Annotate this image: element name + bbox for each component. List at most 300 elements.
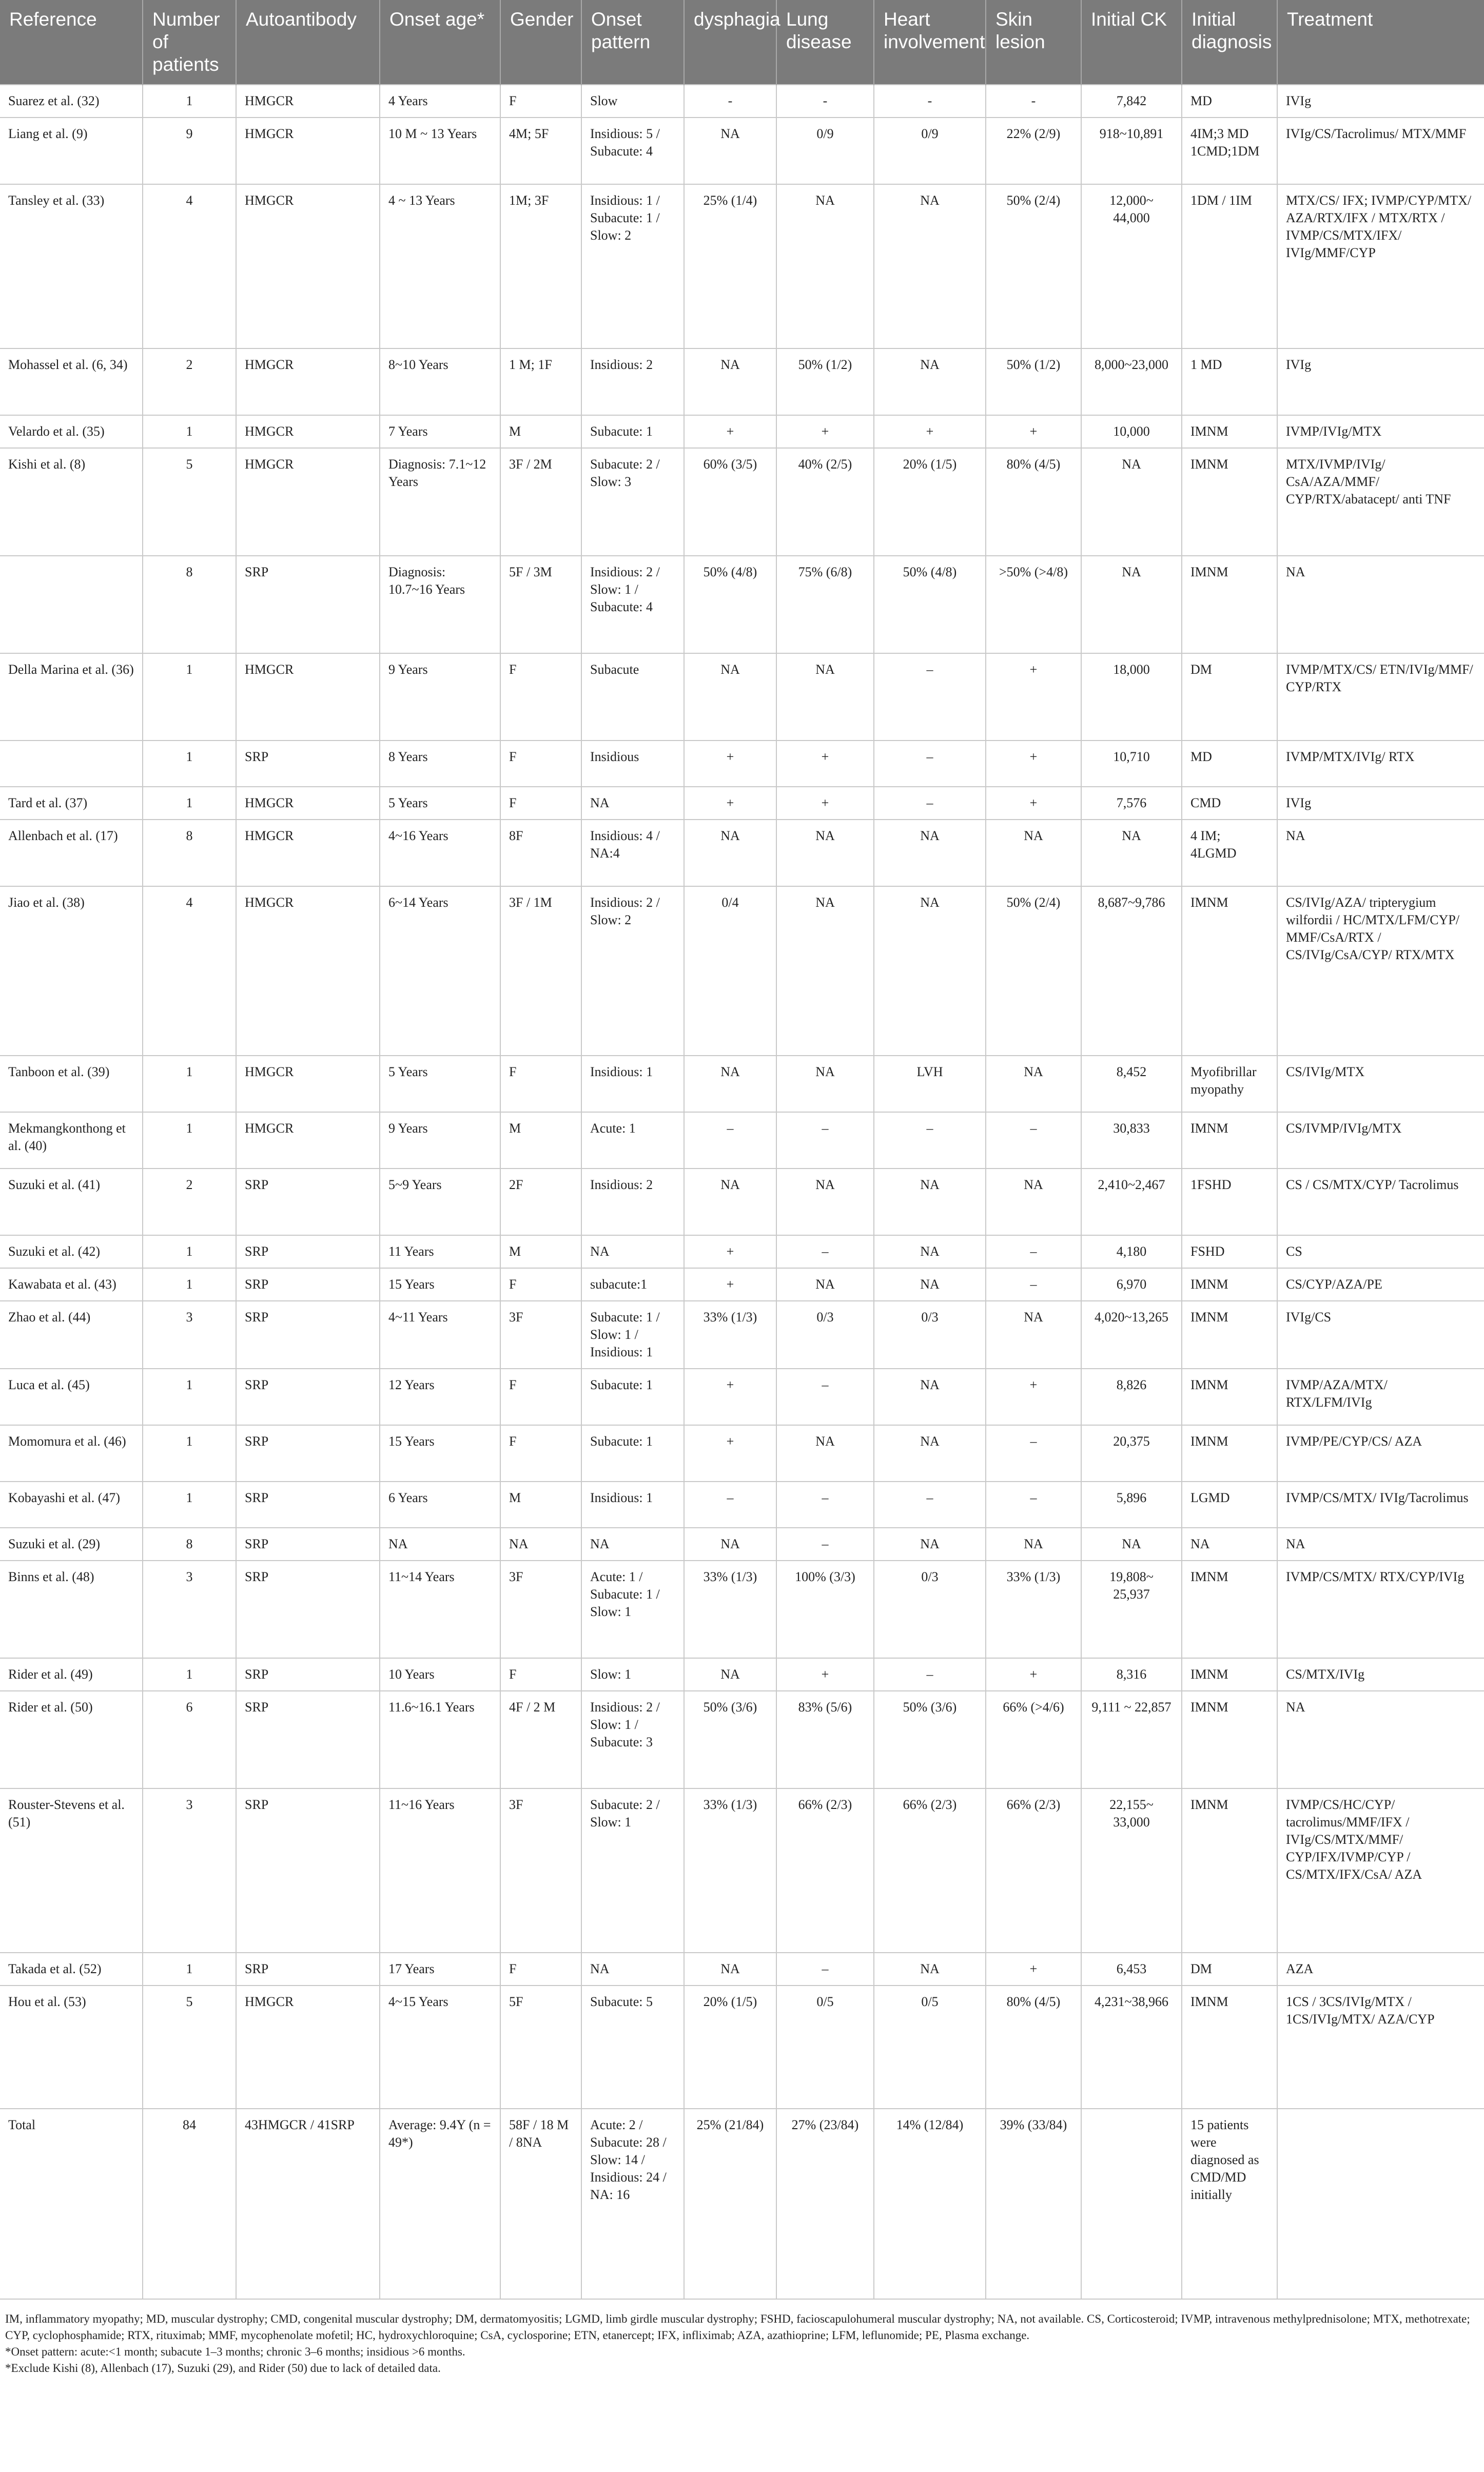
table-cell: HMGCR [236,448,380,556]
column-header: Number of patients [143,0,236,85]
table-cell: 0/5 [874,1986,986,2109]
table-cell: 8 [143,556,236,653]
table-cell: HMGCR [236,184,380,348]
table-cell: 12 Years [380,1369,500,1425]
table-cell: SRP [236,1369,380,1425]
table-cell: 4F / 2 M [500,1691,581,1788]
table-cell: subacute:1 [581,1268,684,1301]
table-cell: 8,452 [1081,1056,1182,1112]
table-cell: 80% (4/5) [986,448,1081,556]
table-cell: 4IM;3 MD 1CMD;1DM [1182,118,1277,184]
table-cell: IVMP/MTX/CS/ ETN/IVIg/MMF/ CYP/RTX [1277,653,1484,741]
table-cell: SRP [236,1528,380,1561]
table-cell: NA [776,886,874,1056]
table-cell: 80% (4/5) [986,1986,1081,2109]
table-cell: 1 [143,1953,236,1986]
table-cell: HMGCR [236,348,380,415]
table-cell: 4 [143,184,236,348]
table-cell: 1 [143,1369,236,1425]
table-cell: Subacute [581,653,684,741]
table-cell: 15 Years [380,1425,500,1482]
table-cell: 1 MD [1182,348,1277,415]
table-cell: NA [874,1528,986,1561]
table-cell: 4 ~ 13 Years [380,184,500,348]
table-cell: – [986,1235,1081,1268]
table-row [0,820,1484,886]
table-cell: NA [684,348,776,415]
table-cell: 8,316 [1081,1658,1182,1691]
reference-cell: Binns et al. (48) [0,1561,143,1658]
table-cell: - [874,85,986,118]
reference-cell: Hou et al. (53) [0,1986,143,2109]
table-cell: NA [1277,556,1484,653]
table-cell: NA [1182,1528,1277,1561]
table-cell: NA [986,1301,1081,1369]
table-cell: 12,000~ 44,000 [1081,184,1182,348]
table-cell: + [986,1953,1081,1986]
reference-cell: Takada et al. (52) [0,1953,143,1986]
table-cell: Insidious: 1 [581,1056,684,1112]
table-cell: 9 [143,118,236,184]
table-cell: F [500,1268,581,1301]
table-cell: Subacute: 1 / Slow: 1 / Insidious: 1 [581,1301,684,1369]
table-row [0,1528,1484,1561]
table-cell: NA [776,184,874,348]
table-cell: IMNM [1182,1986,1277,2109]
table-cell: NA [874,820,986,886]
table-cell: CS/IVIg/AZA/ tripterygium wilfordii / HC/MTX/LFM/CYP/ MMF/CsA/RTX / CS/IVIg/CsA/CYP/ RTX/MTX [1277,886,1484,1056]
table-cell: F [500,1056,581,1112]
table-cell: F [500,1425,581,1482]
table-row [0,118,1484,184]
table-cell: 33% (1/3) [684,1561,776,1658]
table-cell: 3F [500,1788,581,1953]
table-row [0,184,1484,348]
table-cell: 1M; 3F [500,184,581,348]
table-cell: SRP [236,1788,380,1953]
table-cell: 1 [143,1268,236,1301]
table-cell: Acute: 1 / Subacute: 1 / Slow: 1 [581,1561,684,1658]
table-cell: SRP [236,1953,380,1986]
table-row [0,1169,1484,1235]
table-cell: Subacute: 1 [581,415,684,448]
table-cell: CS/MTX/IVIg [1277,1658,1484,1691]
reference-cell: Kobayashi et al. (47) [0,1482,143,1528]
table-cell: NA [986,820,1081,886]
table-cell: 9 Years [380,653,500,741]
table-row [0,1056,1484,1112]
table-cell: + [684,1268,776,1301]
table-cell: Insidious: 2 / Slow: 1 / Subacute: 4 [581,556,684,653]
table-cell: – [776,1528,874,1561]
table-cell: IVMP/CS/MTX/ IVIg/Tacrolimus [1277,1482,1484,1528]
column-header: Skin lesion [986,0,1081,85]
table-cell: 5~9 Years [380,1169,500,1235]
table-cell: CS/IVMP/IVIg/MTX [1277,1112,1484,1169]
table-cell: – [874,787,986,820]
table-cell: Acute: 2 / Subacute: 28 / Slow: 14 / Insidious: 24 / NA: 16 [581,2109,684,2299]
column-header: Lung disease [776,0,874,85]
table-row [0,2109,1484,2299]
table-cell: - [684,85,776,118]
table-cell: IMNM [1182,886,1277,1056]
table-cell: NA [1081,820,1182,886]
table-cell: 1DM / 1IM [1182,184,1277,348]
table-cell: F [500,85,581,118]
table-cell: – [684,1112,776,1169]
reference-cell [0,556,143,653]
table-cell: Average: 9.4Y (n = 49*) [380,2109,500,2299]
table-cell: F [500,653,581,741]
table-cell: + [776,741,874,787]
table-cell: 6,453 [1081,1953,1182,1986]
table-cell: NA [1081,1528,1182,1561]
table-cell: Insidious: 1 [581,1482,684,1528]
table-cell: + [684,741,776,787]
table-cell: NA [776,1056,874,1112]
table-cell: 20,375 [1081,1425,1182,1482]
table-cell: 43HMGCR / 41SRP [236,2109,380,2299]
reference-cell: Kawabata et al. (43) [0,1268,143,1301]
table-cell: 33% (1/3) [684,1788,776,1953]
table-cell: 5 Years [380,1056,500,1112]
table-cell: NA [874,348,986,415]
table-cell: – [874,1658,986,1691]
table-footnotes [0,2299,1484,2377]
table-cell: IMNM [1182,448,1277,556]
table-cell: NA [776,653,874,741]
table-cell: 1 [143,1482,236,1528]
column-header: Reference [0,0,143,85]
table-cell: 33% (1/3) [684,1301,776,1369]
table-cell: NA [874,1169,986,1235]
table-cell: M [500,1235,581,1268]
table-cell: – [986,1482,1081,1528]
table-cell: 4,231~38,966 [1081,1986,1182,2109]
table-cell: CS/CYP/AZA/PE [1277,1268,1484,1301]
table-cell: 14% (12/84) [874,2109,986,2299]
table-row [0,556,1484,653]
table-cell: CS [1277,1235,1484,1268]
table-cell: M [500,415,581,448]
reference-cell: Suarez et al. (32) [0,85,143,118]
reference-cell: Tansley et al. (33) [0,184,143,348]
table-cell: NA [776,1169,874,1235]
table-cell: SRP [236,1301,380,1369]
column-header: Initial diagnosis [1182,0,1277,85]
table-cell: NA [684,1056,776,1112]
table-cell: – [776,1235,874,1268]
table-cell: Insidious: 4 / NA:4 [581,820,684,886]
table-cell: 84 [143,2109,236,2299]
table-cell: Subacute: 5 [581,1986,684,2109]
table-body [0,85,1484,2299]
table-row [0,1369,1484,1425]
table-cell: 8 [143,820,236,886]
table-cell: 17 Years [380,1953,500,1986]
table-cell: IMNM [1182,1369,1277,1425]
table-cell: 1 [143,1658,236,1691]
table-cell: Insidious: 2 / Slow: 2 [581,886,684,1056]
table-cell: F [500,1658,581,1691]
table-cell: NA [874,1953,986,1986]
table-cell: 58F / 18 M / 8NA [500,2109,581,2299]
table-cell: Insidious [581,741,684,787]
table-cell: 8,826 [1081,1369,1182,1425]
reference-cell: Della Marina et al. (36) [0,653,143,741]
table-cell: 50% (4/8) [684,556,776,653]
table-cell: – [776,1953,874,1986]
table-cell: 4 IM; 4LGMD [1182,820,1277,886]
table-cell: – [874,1482,986,1528]
table-row [0,1112,1484,1169]
reference-cell: Rider et al. (50) [0,1691,143,1788]
table-cell: 1 [143,741,236,787]
table-cell: 9,111 ~ 22,857 [1081,1691,1182,1788]
table-cell: 11.6~16.1 Years [380,1691,500,1788]
reference-cell: Mohassel et al. (6, 34) [0,348,143,415]
table-cell: 3F / 1M [500,886,581,1056]
table-cell: NA [986,1056,1081,1112]
table-cell: SRP [236,1268,380,1301]
footnote-exclusions: *Exclude Kishi (8), Allenbach (17), Suzuki (29), and Rider (50) due to lack of detailed data. [5,2362,441,2374]
table-cell: 7,842 [1081,85,1182,118]
table-cell: 19,808~ 25,937 [1081,1561,1182,1658]
table-cell: NA [684,1953,776,1986]
table-cell: NA [874,184,986,348]
table-row [0,1425,1484,1482]
table-cell: 18,000 [1081,653,1182,741]
table-cell: IMNM [1182,1112,1277,1169]
table-cell: NA [684,820,776,886]
column-header: Onset pattern [581,0,684,85]
table-cell: 0/5 [776,1986,874,2109]
table-cell: SRP [236,1482,380,1528]
table-cell: 4,020~13,265 [1081,1301,1182,1369]
table-row [0,653,1484,741]
table-cell: 30,833 [1081,1112,1182,1169]
table-cell: IMNM [1182,1268,1277,1301]
table-cell: 4,180 [1081,1235,1182,1268]
table-cell: 0/9 [776,118,874,184]
table-cell: 50% (1/2) [986,348,1081,415]
table-cell: + [684,1235,776,1268]
table-cell: 3 [143,1561,236,1658]
table-cell: 0/9 [874,118,986,184]
table-cell: 7,576 [1081,787,1182,820]
table-cell: CS / CS/MTX/CYP/ Tacrolimus [1277,1169,1484,1235]
table-cell: – [986,1268,1081,1301]
table-cell: 8 Years [380,741,500,787]
table-cell: 3 [143,1301,236,1369]
table-cell: 2 [143,348,236,415]
table-cell: Insidious: 1 / Subacute: 1 / Slow: 2 [581,184,684,348]
table-cell: – [776,1369,874,1425]
table-cell: MTX/IVMP/IVIg/ CsA/AZA/MMF/ CYP/RTX/abatacept/ anti TNF [1277,448,1484,556]
table-cell: NA [776,1425,874,1482]
table-row [0,886,1484,1056]
table-row [0,1788,1484,1953]
table-cell: 3F [500,1301,581,1369]
table-cell: – [776,1112,874,1169]
table-cell: 1 [143,653,236,741]
table-cell: 5,896 [1081,1482,1182,1528]
table-cell: IVMP/CS/HC/CYP/ tacrolimus/MMF/IFX / IVIg/CS/MTX/MMF/ CYP/IFX/IVMP/CYP / CS/MTX/IFX/CsA/ AZA [1277,1788,1484,1953]
table-cell: 8F [500,820,581,886]
table-cell: IVIg [1277,348,1484,415]
table-cell: + [986,1658,1081,1691]
column-header: dysphagia [684,0,776,85]
table-cell: HMGCR [236,787,380,820]
table-cell: 5F / 3M [500,556,581,653]
table-cell: 5F [500,1986,581,2109]
table-cell: 2,410~2,467 [1081,1169,1182,1235]
table-cell: 20% (1/5) [684,1986,776,2109]
table-cell: + [874,415,986,448]
table-cell: 25% (1/4) [684,184,776,348]
table-cell: + [684,787,776,820]
table-cell: 6~14 Years [380,886,500,1056]
table-cell: Insidious: 5 / Subacute: 4 [581,118,684,184]
table-cell: 50% (1/2) [776,348,874,415]
table-cell: 2 [143,1169,236,1235]
table-row [0,1986,1484,2109]
column-header: Treatment [1277,0,1484,85]
table-cell: Insidious: 2 / Slow: 1 / Subacute: 3 [581,1691,684,1788]
table-cell: – [986,1425,1081,1482]
table-cell: + [684,415,776,448]
table-cell: IVMP/AZA/MTX/ RTX/LFM/IVIg [1277,1369,1484,1425]
table-row [0,1953,1484,1986]
table-cell: HMGCR [236,820,380,886]
table-cell: >50% (>4/8) [986,556,1081,653]
table-row [0,348,1484,415]
table-cell: HMGCR [236,415,380,448]
table-cell: 11~16 Years [380,1788,500,1953]
table-cell: 3 [143,1788,236,1953]
table-cell: + [776,1658,874,1691]
table-cell: NA [380,1528,500,1561]
table-cell: 1 [143,1056,236,1112]
table-cell: - [986,85,1081,118]
table-cell: HMGCR [236,1112,380,1169]
reference-cell: Liang et al. (9) [0,118,143,184]
table-cell: – [874,741,986,787]
table-cell: IVMP/CS/MTX/ RTX/CYP/IVIg [1277,1561,1484,1658]
table-cell: + [986,415,1081,448]
table-cell: 39% (33/84) [986,2109,1081,2299]
table-cell: 0/4 [684,886,776,1056]
table-cell: 1 [143,1425,236,1482]
header-row [0,0,1484,85]
table-cell: CMD [1182,787,1277,820]
table-cell: 27% (23/84) [776,2109,874,2299]
table-cell: 918~10,891 [1081,118,1182,184]
table-cell: 3F [500,1561,581,1658]
table-cell: NA [1081,556,1182,653]
table-cell: 15 Years [380,1268,500,1301]
table-cell: F [500,741,581,787]
table-cell: 8,687~9,786 [1081,886,1182,1056]
table-cell: Subacute: 1 [581,1369,684,1425]
table-cell: LVH [874,1056,986,1112]
table-cell: IVIg [1277,85,1484,118]
table-cell: MTX/CS/ IFX; IVMP/CYP/MTX/ AZA/RTX/IFX / MTX/RTX / IVMP/CS/MTX/IFX/ IVIg/MMF/CYP [1277,184,1484,348]
table-cell: M [500,1112,581,1169]
table-cell: IMNM [1182,1561,1277,1658]
table-cell: IVIg [1277,787,1484,820]
table-cell: Myofibrillar myopathy [1182,1056,1277,1112]
reference-cell: Mekmangkonthong et al. (40) [0,1112,143,1169]
table-cell: 10,000 [1081,415,1182,448]
column-header: Onset age* [380,0,500,85]
table-cell: 33% (1/3) [986,1561,1081,1658]
table-cell: 40% (2/5) [776,448,874,556]
table-cell: 5 Years [380,787,500,820]
table-cell: DM [1182,653,1277,741]
reference-cell: Momomura et al. (46) [0,1425,143,1482]
table-cell: 1FSHD [1182,1169,1277,1235]
table-cell: F [500,787,581,820]
table-cell: NA [1277,820,1484,886]
footnote-abbreviations: IM, inflammatory myopathy; MD, muscular dystrophy; CMD, congenital muscular dystrophy; DM, dermatomyositis; LGMD, limb girdle muscular dystrophy; FSHD, facioscapulohumeral muscular dystrophy; NA, not available. CS, Corticosteroid; IVMP, intravenous methylprednisolone; MTX, methotrexate; CYP, cyclophosphamide; RTX, rituximab; MMF, mycophenolate mofetil; HC, hydroxychloroquine; CsA, cyclosporine; ETN, etanercept; IFX, infliximab; AZA, azathioprine; LFM, leflunomide; PE, Plasma exchange. [5,2312,1470,2342]
table-cell: AZA [1277,1953,1484,1986]
table-cell: 66% (>4/6) [986,1691,1081,1788]
column-header: Heart involvement [874,0,986,85]
table-cell: Slow [581,85,684,118]
table-cell: - [776,85,874,118]
table-cell: F [500,1953,581,1986]
table-cell: Slow: 1 [581,1658,684,1691]
table-cell: IMNM [1182,415,1277,448]
table-cell: + [776,787,874,820]
table-cell: MD [1182,85,1277,118]
reference-cell: Tanboon et al. (39) [0,1056,143,1112]
reference-cell: Velardo et al. (35) [0,415,143,448]
table-cell: IMNM [1182,1301,1277,1369]
table-cell: 1 [143,85,236,118]
column-header: Autoantibody [236,0,380,85]
table-cell: 60% (3/5) [684,448,776,556]
table-cell: 66% (2/3) [776,1788,874,1953]
table-row [0,415,1484,448]
table-cell: 20% (1/5) [874,448,986,556]
table-cell: 6,970 [1081,1268,1182,1301]
table-cell: 10 M ~ 13 Years [380,118,500,184]
table-cell: + [684,1425,776,1482]
table-cell: Subacute: 2 / Slow: 3 [581,448,684,556]
table-cell: 10,710 [1081,741,1182,787]
table-cell: HMGCR [236,653,380,741]
table-cell: 1 [143,1112,236,1169]
table-cell: SRP [236,1658,380,1691]
table-cell: 83% (5/6) [776,1691,874,1788]
footnote-onset-pattern: *Onset pattern: acute:<1 month; subacute 1–3 months; chronic 3–6 months; insidious >6 months. [5,2345,465,2358]
table-cell: + [684,1369,776,1425]
table-cell: IVIg/CS [1277,1301,1484,1369]
table-cell: 15 patients were diagnosed as CMD/MD initially [1182,2109,1277,2299]
reference-cell: Total [0,2109,143,2299]
table-cell: SRP [236,1169,380,1235]
table-cell: 50% (4/8) [874,556,986,653]
table-cell: SRP [236,1425,380,1482]
table-cell: NA [684,1658,776,1691]
table-cell: 1 [143,787,236,820]
table-cell: HMGCR [236,118,380,184]
reference-cell: Tard et al. (37) [0,787,143,820]
table-cell: M [500,1482,581,1528]
table-cell: NA [874,1268,986,1301]
